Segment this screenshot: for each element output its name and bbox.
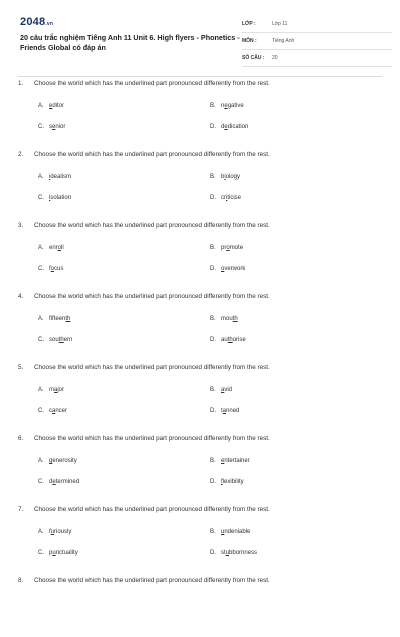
- option-text-part: dealism: [50, 174, 72, 180]
- answer-option[interactable]: [210, 408, 239, 414]
- question-text: [18, 435, 270, 442]
- option-underlined-part: th: [227, 337, 233, 343]
- option-letter: B.: [210, 245, 216, 251]
- logo-suffix: .vn: [45, 21, 54, 27]
- option-underlined-part: th: [232, 316, 238, 322]
- option-text-part: verwork: [224, 266, 246, 272]
- option-text-part: enerosity: [52, 458, 77, 464]
- option-letter: A.: [38, 245, 44, 251]
- option-text-part: m: [49, 387, 54, 393]
- option-text-part: sou: [49, 337, 59, 343]
- option-underlined-part: a: [222, 408, 227, 414]
- option-text-part: ncer: [55, 408, 68, 414]
- option-underlined-part: i: [226, 195, 228, 201]
- answer-option[interactable]: [210, 124, 248, 130]
- option-letter: C.: [38, 195, 44, 201]
- option-text-part: d: [49, 479, 53, 485]
- option-letter: D.: [210, 408, 216, 414]
- option-text-part: st: [221, 550, 226, 556]
- option-letter: C.: [38, 550, 44, 556]
- option-letter: D.: [210, 550, 216, 556]
- answer-option[interactable]: [210, 266, 245, 272]
- option-text-part: enr: [49, 245, 58, 251]
- option-underlined-part: u: [221, 529, 225, 535]
- meta-label: SỐ CÂU :: [242, 55, 265, 61]
- option-text-part: vid: [224, 387, 233, 393]
- option-text-part: fifteen: [49, 316, 66, 322]
- answer-option[interactable]: [210, 479, 244, 485]
- meta-info: [242, 16, 392, 67]
- option-underlined-part: i: [224, 174, 226, 180]
- option-text-part: nior: [55, 124, 66, 130]
- option-underlined-part: e: [221, 458, 225, 464]
- question-item: [18, 80, 382, 140]
- answer-option[interactable]: [38, 337, 72, 343]
- option-underlined-part: u: [225, 550, 230, 556]
- answer-option[interactable]: [210, 316, 238, 322]
- option-text-part: ll: [61, 245, 64, 251]
- answer-option[interactable]: [210, 550, 257, 556]
- meta-value: Tiếng Anh: [272, 38, 295, 44]
- option-letter: C.: [38, 408, 44, 414]
- question-number: 6.: [18, 435, 24, 442]
- meta-row-class: [242, 16, 392, 33]
- question-item: [18, 435, 382, 495]
- option-text-part: ticise: [227, 195, 242, 201]
- option-text-part: jor: [57, 387, 65, 393]
- question-number: 3.: [18, 222, 24, 229]
- answer-option[interactable]: [38, 103, 64, 109]
- option-letter: A.: [38, 174, 44, 180]
- option-text-part: n: [221, 103, 225, 109]
- option-text-part: cus: [54, 266, 64, 272]
- question-number: 4.: [18, 293, 24, 300]
- answer-option[interactable]: [210, 245, 243, 251]
- option-letter: A.: [38, 529, 44, 535]
- option-text-part: solation: [50, 195, 72, 201]
- question-number: 5.: [18, 364, 24, 371]
- question-number: 1.: [18, 80, 24, 87]
- option-text-part: mou: [221, 316, 233, 322]
- question-text: [18, 577, 270, 584]
- meta-value: 20: [272, 55, 278, 61]
- answer-option[interactable]: [210, 387, 232, 393]
- option-letter: B.: [210, 529, 216, 535]
- option-underlined-part: th: [58, 337, 64, 343]
- question-text: [18, 222, 270, 229]
- option-text-part: d: [221, 124, 225, 130]
- meta-row-subject: [242, 33, 392, 50]
- answer-option[interactable]: [210, 337, 246, 343]
- answer-option[interactable]: [38, 195, 71, 201]
- option-underlined-part: e: [49, 103, 53, 109]
- option-text-part: bbornness: [229, 550, 258, 556]
- option-letter: B.: [210, 316, 216, 322]
- question-item: [18, 506, 382, 566]
- question-prompt: Choose the world which has the underlined part pronounced differently from the rest.: [34, 435, 270, 442]
- option-letter: B.: [210, 174, 216, 180]
- option-letter: D.: [210, 337, 216, 343]
- answer-option[interactable]: [38, 387, 64, 393]
- option-underlined-part: i: [49, 195, 51, 201]
- option-letter: A.: [38, 458, 44, 464]
- option-letter: C.: [38, 479, 44, 485]
- option-text-part: ndeniable: [224, 529, 251, 535]
- option-letter: C.: [38, 124, 44, 130]
- option-underlined-part: a: [54, 387, 58, 393]
- option-text-part: orise: [232, 337, 246, 343]
- answer-option[interactable]: [210, 103, 244, 109]
- option-text-part: s: [49, 124, 52, 130]
- meta-value: Lớp 11: [272, 21, 288, 27]
- site-logo[interactable]: [20, 16, 53, 28]
- option-underlined-part: e: [52, 479, 56, 485]
- option-text-part: f: [49, 529, 51, 535]
- option-text-part: mote: [229, 245, 244, 251]
- option-letter: D.: [210, 195, 216, 201]
- document-title: 20 câu trắc nghiệm Tiếng Anh 11 Unit 6. High flyers - Phonetics - Friends Global có đáp án: [20, 33, 240, 52]
- document-header: [18, 10, 382, 77]
- answer-option[interactable]: [38, 529, 71, 535]
- option-text-part: ntertainer: [224, 458, 250, 464]
- question-item: [18, 577, 382, 637]
- option-text-part: gative: [227, 103, 244, 109]
- answer-option[interactable]: [38, 124, 65, 130]
- option-underlined-part: e: [224, 124, 228, 130]
- answer-option[interactable]: [38, 174, 71, 180]
- answer-option[interactable]: [210, 174, 240, 180]
- option-underlined-part: a: [221, 387, 225, 393]
- option-letter: B.: [210, 458, 216, 464]
- option-underlined-part: th: [65, 316, 71, 322]
- option-underlined-part: a: [52, 408, 56, 414]
- question-text: [18, 80, 270, 87]
- answer-option[interactable]: [38, 316, 70, 322]
- option-text-part: nned: [226, 408, 240, 414]
- question-prompt: Choose the world which has the underlined part pronounced differently from the rest.: [34, 80, 270, 87]
- option-letter: D.: [210, 124, 216, 130]
- answer-option[interactable]: [38, 479, 79, 485]
- option-text-part: ern: [63, 337, 73, 343]
- question-text: [18, 293, 270, 300]
- option-underlined-part: g: [49, 458, 53, 464]
- option-text-part: ditor: [52, 103, 65, 109]
- answer-option[interactable]: [210, 195, 241, 201]
- meta-label: LỚP :: [242, 21, 256, 27]
- meta-row-count: [242, 50, 392, 67]
- question-prompt: Choose the world which has the underlined part pronounced differently from the rest.: [34, 151, 270, 158]
- answer-option[interactable]: [38, 408, 67, 414]
- option-letter: D.: [210, 479, 216, 485]
- option-underlined-part: o: [57, 245, 62, 251]
- option-text-part: cr: [221, 195, 226, 201]
- option-underlined-part: u: [50, 529, 55, 535]
- logo-main: 2048: [20, 16, 46, 28]
- answer-option[interactable]: [38, 245, 64, 251]
- question-prompt: Choose the world which has the underlined part pronounced differently from the rest.: [34, 222, 270, 229]
- question-number: 7.: [18, 506, 24, 513]
- option-text-part: nctuality: [55, 550, 78, 556]
- question-number: 8.: [18, 577, 24, 584]
- question-prompt: Choose the world which has the underlined part pronounced differently from the rest.: [34, 506, 270, 513]
- question-item: [18, 364, 382, 424]
- option-text-part: lexibility: [222, 479, 244, 485]
- question-item: [18, 293, 382, 353]
- option-text-part: b: [221, 174, 225, 180]
- option-underlined-part: o: [221, 266, 225, 272]
- option-text-part: termined: [55, 479, 80, 485]
- question-prompt: Choose the world which has the underlined part pronounced differently from the rest.: [34, 293, 270, 300]
- option-text-part: p: [49, 550, 53, 556]
- option-underlined-part: f: [221, 479, 223, 485]
- option-letter: C.: [38, 266, 44, 272]
- answer-option[interactable]: [38, 266, 63, 272]
- option-letter: D.: [210, 266, 216, 272]
- option-underlined-part: o: [50, 266, 55, 272]
- question-text: [18, 151, 270, 158]
- option-underlined-part: e: [52, 124, 56, 130]
- option-text-part: c: [49, 408, 52, 414]
- option-underlined-part: o: [226, 245, 230, 251]
- question-item: [18, 222, 382, 282]
- option-letter: A.: [38, 316, 44, 322]
- option-underlined-part: u: [52, 550, 56, 556]
- meta-label: MÔN :: [242, 38, 257, 44]
- question-text: [18, 506, 270, 513]
- option-text-part: f: [49, 266, 51, 272]
- question-prompt: Choose the world which has the underlined part pronounced differently from the rest.: [34, 577, 270, 584]
- option-letter: C.: [38, 337, 44, 343]
- option-underlined-part: i: [49, 174, 51, 180]
- option-text-part: ology: [225, 174, 241, 180]
- answer-option[interactable]: [38, 550, 78, 556]
- question-item: [18, 151, 382, 211]
- option-letter: B.: [210, 103, 216, 109]
- answer-option[interactable]: [38, 458, 77, 464]
- option-text-part: pr: [221, 245, 227, 251]
- answer-option[interactable]: [210, 529, 250, 535]
- option-letter: B.: [210, 387, 216, 393]
- question-prompt: Choose the world which has the underlined part pronounced differently from the rest.: [34, 364, 270, 371]
- option-text-part: au: [221, 337, 228, 343]
- option-text-part: t: [221, 408, 223, 414]
- question-text: [18, 364, 270, 371]
- option-text-part: riously: [54, 529, 72, 535]
- option-text-part: dication: [227, 124, 249, 130]
- option-letter: A.: [38, 387, 44, 393]
- question-number: 2.: [18, 151, 24, 158]
- option-letter: A.: [38, 103, 44, 109]
- option-underlined-part: e: [224, 103, 228, 109]
- answer-option[interactable]: [210, 458, 250, 464]
